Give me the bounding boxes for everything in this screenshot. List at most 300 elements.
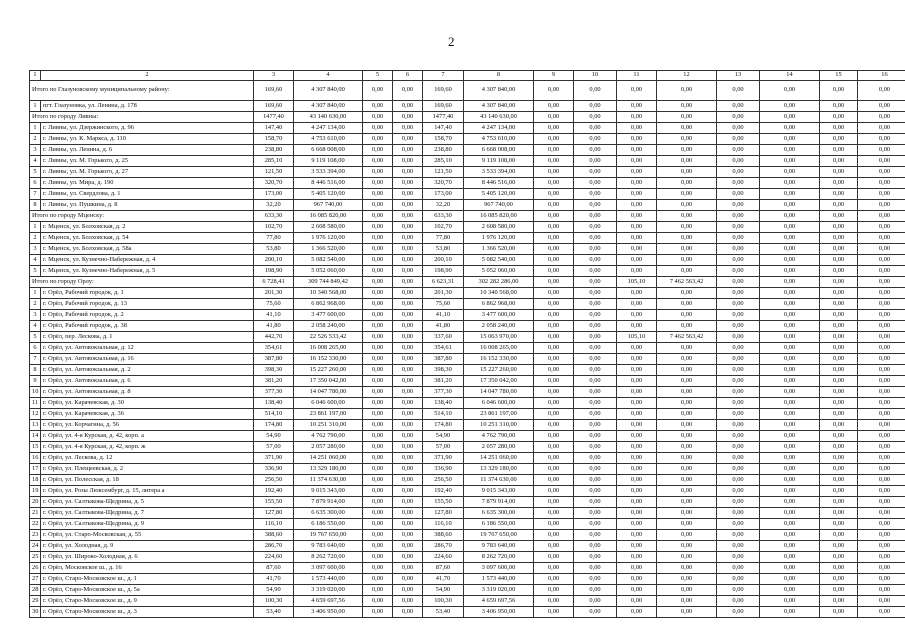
address-cell: г. Ливны, ул. Свердлова, д. 1 xyxy=(41,189,254,200)
value-cell: 0,00 xyxy=(574,574,617,585)
value-cell: 2 608 580,00 xyxy=(294,222,363,233)
value-cell: 3 097 600,00 xyxy=(294,563,363,574)
value-cell: 0,00 xyxy=(858,442,905,453)
address-cell: г. Орёл, Московское ш., д. 16 xyxy=(41,563,254,574)
value-cell: 0,00 xyxy=(717,431,760,442)
value-cell: 0,00 xyxy=(617,156,657,167)
value-cell: 2 057 280,00 xyxy=(294,442,363,453)
value-cell: 0,00 xyxy=(820,387,858,398)
value-cell: 0,00 xyxy=(534,343,574,354)
value-cell: 0,00 xyxy=(393,552,423,563)
value-cell: 0,00 xyxy=(534,178,574,189)
value-cell: 8 446 516,00 xyxy=(294,178,363,189)
value-cell: 0,00 xyxy=(617,585,657,596)
value-cell: 0,00 xyxy=(393,453,423,464)
value-cell: 0,00 xyxy=(858,189,905,200)
value-cell: 0,00 xyxy=(657,508,717,519)
value-cell: 0,00 xyxy=(820,365,858,376)
value-cell: 0,00 xyxy=(534,376,574,387)
value-cell: 1477,40 xyxy=(254,112,294,123)
address-cell: г. Орёл, ул. Автовокзальная, д. 6 xyxy=(41,376,254,387)
table-row xyxy=(30,123,905,134)
value-cell: 4 659 697,56 xyxy=(464,596,534,607)
value-cell: 0,00 xyxy=(858,354,905,365)
value-cell: 0,00 xyxy=(760,310,820,321)
value-cell: 0,00 xyxy=(617,112,657,123)
value-cell: 0,00 xyxy=(574,387,617,398)
value-cell: 0,00 xyxy=(617,244,657,255)
value-cell: 0,00 xyxy=(574,255,617,266)
value-cell: 43 140 630,00 xyxy=(464,112,534,123)
value-cell: 0,00 xyxy=(820,178,858,189)
value-cell: 0,00 xyxy=(617,123,657,134)
value-cell: 0,00 xyxy=(760,178,820,189)
column-number: 5 xyxy=(363,71,393,81)
value-cell: 0,00 xyxy=(858,222,905,233)
value-cell: 0,00 xyxy=(393,189,423,200)
value-cell: 17 350 042,00 xyxy=(294,376,363,387)
value-cell: 10 251 310,00 xyxy=(294,420,363,431)
row-number: 12 xyxy=(30,409,41,420)
value-cell: 0,00 xyxy=(820,134,858,145)
address-cell: г. Орёл, ул. Лескова, д. 12 xyxy=(41,453,254,464)
address-cell: г. Орёл, ул. Холодная, д. 9 xyxy=(41,541,254,552)
value-cell: 0,00 xyxy=(617,607,657,618)
value-cell: 0,00 xyxy=(760,409,820,420)
value-cell: 1 573 440,00 xyxy=(294,574,363,585)
value-cell: 0,00 xyxy=(858,585,905,596)
address-cell: г. Орёл, ул. 4-я Курская, д. 42, корп. ж xyxy=(41,442,254,453)
address-cell: г. Орёл, ул. Карачевская, д. 30 xyxy=(41,398,254,409)
row-number: 8 xyxy=(30,365,41,376)
address-cell: г. Орёл, Старо-Московское ш., д. 5а xyxy=(41,585,254,596)
address-cell: г. Ливны, ул. К. Маркса, д. 110 xyxy=(41,134,254,145)
value-cell: 0,00 xyxy=(760,464,820,475)
value-cell: 442,70 xyxy=(254,332,294,343)
value-cell: 0,00 xyxy=(820,574,858,585)
row-number: 4 xyxy=(30,156,41,167)
value-cell: 0,00 xyxy=(717,332,760,343)
value-cell: 0,00 xyxy=(657,255,717,266)
value-cell: 0,00 xyxy=(717,343,760,354)
value-cell: 0,00 xyxy=(820,376,858,387)
value-cell: 15 063 970,00 xyxy=(464,332,534,343)
value-cell: 0,00 xyxy=(363,255,393,266)
column-number: 10 xyxy=(574,71,617,81)
value-cell: 16 085 820,00 xyxy=(464,211,534,222)
value-cell: 0,00 xyxy=(574,409,617,420)
value-cell: 0,00 xyxy=(657,167,717,178)
address-cell: г. Орёл, ул. Автовокзальная, д. 8 xyxy=(41,387,254,398)
value-cell: 0,00 xyxy=(820,277,858,288)
value-cell: 0,00 xyxy=(657,145,717,156)
value-cell: 0,00 xyxy=(760,255,820,266)
table-row xyxy=(30,442,905,453)
value-cell: 0,00 xyxy=(717,178,760,189)
address-cell: г. Орёл, ул. Корчагина, д. 56 xyxy=(41,420,254,431)
value-cell: 0,00 xyxy=(820,112,858,123)
value-cell: 0,00 xyxy=(717,376,760,387)
value-cell: 0,00 xyxy=(657,563,717,574)
value-cell: 169,60 xyxy=(254,81,294,101)
value-cell: 0,00 xyxy=(363,453,393,464)
table-row xyxy=(30,541,905,552)
column-number: 1 xyxy=(30,71,41,81)
value-cell: 9 783 640,00 xyxy=(294,541,363,552)
value-cell: 4 307 840,00 xyxy=(294,81,363,101)
value-cell: 16 152 330,00 xyxy=(294,354,363,365)
value-cell: 0,00 xyxy=(393,222,423,233)
value-cell: 0,00 xyxy=(760,387,820,398)
value-cell: 0,00 xyxy=(617,299,657,310)
address-cell: г. Орёл, ул. Салтыкова-Щедрина, д. 9 xyxy=(41,519,254,530)
value-cell: 0,00 xyxy=(760,607,820,618)
address-cell: г. Орёл, ул. Полесская, д. 18 xyxy=(41,475,254,486)
value-cell: 155,50 xyxy=(423,497,464,508)
value-cell: 0,00 xyxy=(534,398,574,409)
value-cell: 0,00 xyxy=(363,530,393,541)
value-cell: 0,00 xyxy=(858,112,905,123)
row-number: 1 xyxy=(30,101,41,112)
value-cell: 87,60 xyxy=(423,563,464,574)
value-cell: 0,00 xyxy=(858,574,905,585)
value-cell: 0,00 xyxy=(717,607,760,618)
value-cell: 0,00 xyxy=(820,354,858,365)
value-cell: 0,00 xyxy=(657,222,717,233)
value-cell: 0,00 xyxy=(363,464,393,475)
value-cell: 0,00 xyxy=(760,563,820,574)
value-cell: 0,00 xyxy=(534,332,574,343)
value-cell: 0,00 xyxy=(760,365,820,376)
value-cell: 0,00 xyxy=(760,101,820,112)
value-cell: 0,00 xyxy=(363,596,393,607)
table-row xyxy=(30,376,905,387)
value-cell: 0,00 xyxy=(820,585,858,596)
value-cell: 4 762 790,00 xyxy=(294,431,363,442)
value-cell: 0,00 xyxy=(617,365,657,376)
value-cell: 0,00 xyxy=(393,607,423,618)
value-cell: 967 740,00 xyxy=(294,200,363,211)
value-cell: 0,00 xyxy=(393,123,423,134)
value-cell: 0,00 xyxy=(363,475,393,486)
value-cell: 0,00 xyxy=(363,266,393,277)
value-cell: 0,00 xyxy=(820,475,858,486)
value-cell: 0,00 xyxy=(534,519,574,530)
value-cell: 0,00 xyxy=(657,101,717,112)
row-number: 4 xyxy=(30,321,41,332)
value-cell: 0,00 xyxy=(574,81,617,101)
value-cell: 377,30 xyxy=(423,387,464,398)
value-cell: 0,00 xyxy=(760,332,820,343)
value-cell: 0,00 xyxy=(574,244,617,255)
value-cell: 169,60 xyxy=(254,101,294,112)
value-cell: 0,00 xyxy=(363,178,393,189)
value-cell: 398,30 xyxy=(254,365,294,376)
value-cell: 0,00 xyxy=(657,211,717,222)
value-cell: 0,00 xyxy=(858,266,905,277)
value-cell: 54,90 xyxy=(423,431,464,442)
value-cell: 0,00 xyxy=(534,189,574,200)
value-cell: 0,00 xyxy=(657,189,717,200)
page-number: 2 xyxy=(448,34,455,49)
value-cell: 0,00 xyxy=(617,266,657,277)
value-cell: 41,10 xyxy=(423,310,464,321)
value-cell: 0,00 xyxy=(534,541,574,552)
value-cell: 0,00 xyxy=(617,508,657,519)
value-cell: 6 668 008,00 xyxy=(464,145,534,156)
address-cell: г. Орёл, ул. Карачевская, д. 36 xyxy=(41,409,254,420)
value-cell: 147,40 xyxy=(423,123,464,134)
value-cell: 0,00 xyxy=(657,321,717,332)
value-cell: 3 097 600,00 xyxy=(464,563,534,574)
value-cell: 0,00 xyxy=(820,398,858,409)
value-cell: 0,00 xyxy=(534,101,574,112)
value-cell: 0,00 xyxy=(574,178,617,189)
row-number: 1 xyxy=(30,222,41,233)
value-cell: 0,00 xyxy=(657,354,717,365)
row-number: 1 xyxy=(30,123,41,134)
value-cell: 0,00 xyxy=(858,167,905,178)
address-cell: г. Орёл, ул. Салтыкова-Щедрина, д. 7 xyxy=(41,508,254,519)
value-cell: 32,20 xyxy=(254,200,294,211)
value-cell: 77,80 xyxy=(254,233,294,244)
value-cell: 0,00 xyxy=(820,288,858,299)
row-number: 22 xyxy=(30,519,41,530)
value-cell: 6 668 008,00 xyxy=(294,145,363,156)
value-cell: 0,00 xyxy=(617,376,657,387)
address-cell: г. Орёл, пер. Лескова, д. 1 xyxy=(41,332,254,343)
value-cell: 0,00 xyxy=(363,189,393,200)
row-number: 6 xyxy=(30,343,41,354)
value-cell: 0,00 xyxy=(393,211,423,222)
value-cell: 0,00 xyxy=(717,409,760,420)
address-cell: г. Ливны, ул. Мира, д. 190 xyxy=(41,178,254,189)
value-cell: 0,00 xyxy=(858,211,905,222)
row-number: 21 xyxy=(30,508,41,519)
value-cell: 0,00 xyxy=(363,519,393,530)
value-cell: 0,00 xyxy=(717,101,760,112)
register-table xyxy=(29,70,905,618)
value-cell: 0,00 xyxy=(820,607,858,618)
value-cell: 0,00 xyxy=(657,288,717,299)
value-cell: 6 046 600,00 xyxy=(294,398,363,409)
value-cell: 0,00 xyxy=(760,574,820,585)
value-cell: 0,00 xyxy=(363,310,393,321)
table-row xyxy=(30,178,905,189)
value-cell: 0,00 xyxy=(393,574,423,585)
value-cell: 138,40 xyxy=(423,398,464,409)
column-number: 4 xyxy=(294,71,363,81)
value-cell: 0,00 xyxy=(393,442,423,453)
value-cell: 0,00 xyxy=(760,519,820,530)
address-cell: г. Ливны, ул. М. Горького, д. 27 xyxy=(41,167,254,178)
value-cell: 6 862 968,00 xyxy=(294,299,363,310)
value-cell: 8 262 720,00 xyxy=(294,552,363,563)
value-cell: 0,00 xyxy=(574,145,617,156)
table-row xyxy=(30,409,905,420)
value-cell: 116,10 xyxy=(254,519,294,530)
value-cell: 0,00 xyxy=(657,596,717,607)
value-cell: 0,00 xyxy=(760,343,820,354)
value-cell: 0,00 xyxy=(534,475,574,486)
value-cell: 0,00 xyxy=(574,112,617,123)
value-cell: 0,00 xyxy=(717,211,760,222)
table-row xyxy=(30,552,905,563)
value-cell: 0,00 xyxy=(534,167,574,178)
table-row xyxy=(30,420,905,431)
value-cell: 0,00 xyxy=(760,398,820,409)
value-cell: 0,00 xyxy=(717,167,760,178)
table-row xyxy=(30,563,905,574)
row-number: 6 xyxy=(30,178,41,189)
value-cell: 0,00 xyxy=(393,310,423,321)
value-cell: 0,00 xyxy=(393,277,423,288)
value-cell: 0,00 xyxy=(657,519,717,530)
value-cell: 0,00 xyxy=(760,376,820,387)
value-cell: 0,00 xyxy=(617,222,657,233)
value-cell: 0,00 xyxy=(820,541,858,552)
value-cell: 286,70 xyxy=(254,541,294,552)
value-cell: 0,00 xyxy=(858,376,905,387)
value-cell: 0,00 xyxy=(858,596,905,607)
value-cell: 0,00 xyxy=(617,530,657,541)
value-cell: 0,00 xyxy=(363,574,393,585)
value-cell: 6 186 550,00 xyxy=(464,519,534,530)
value-cell: 100,30 xyxy=(254,596,294,607)
value-cell: 4 307 840,00 xyxy=(464,81,534,101)
subtotal-label: Итого по городу Ливны: xyxy=(30,112,254,123)
value-cell: 0,00 xyxy=(393,365,423,376)
value-cell: 0,00 xyxy=(617,354,657,365)
value-cell: 0,00 xyxy=(363,299,393,310)
value-cell: 0,00 xyxy=(657,431,717,442)
value-cell: 0,00 xyxy=(657,475,717,486)
value-cell: 6 186 550,00 xyxy=(294,519,363,530)
value-cell: 0,00 xyxy=(858,299,905,310)
value-cell: 0,00 xyxy=(717,508,760,519)
value-cell: 14 251 060,00 xyxy=(294,453,363,464)
value-cell: 0,00 xyxy=(617,321,657,332)
value-cell: 5 052 060,00 xyxy=(294,266,363,277)
value-cell: 0,00 xyxy=(657,585,717,596)
value-cell: 0,00 xyxy=(657,244,717,255)
value-cell: 77,80 xyxy=(423,233,464,244)
value-cell: 0,00 xyxy=(717,442,760,453)
value-cell: 5 082 540,00 xyxy=(294,255,363,266)
table-row xyxy=(30,475,905,486)
row-number: 2 xyxy=(30,299,41,310)
value-cell: 0,00 xyxy=(657,607,717,618)
value-cell: 0,00 xyxy=(574,420,617,431)
address-cell: г. Орёл, Рабочий городок, д. 1 xyxy=(41,288,254,299)
value-cell: 0,00 xyxy=(657,233,717,244)
value-cell: 0,00 xyxy=(717,398,760,409)
address-cell: г. Орёл, ул. Автовокзальная, д. 2 xyxy=(41,365,254,376)
value-cell: 0,00 xyxy=(574,497,617,508)
value-cell: 0,00 xyxy=(393,464,423,475)
value-cell: 0,00 xyxy=(717,134,760,145)
value-cell: 10 251 310,00 xyxy=(464,420,534,431)
table-row xyxy=(30,431,905,442)
value-cell: 337,60 xyxy=(423,332,464,343)
value-cell: 0,00 xyxy=(393,244,423,255)
value-cell: 0,00 xyxy=(363,167,393,178)
value-cell: 0,00 xyxy=(534,497,574,508)
value-cell: 0,00 xyxy=(574,431,617,442)
value-cell: 0,00 xyxy=(534,442,574,453)
value-cell: 0,00 xyxy=(534,266,574,277)
value-cell: 0,00 xyxy=(393,145,423,156)
row-number: 2 xyxy=(30,233,41,244)
value-cell: 0,00 xyxy=(574,376,617,387)
value-cell: 354,61 xyxy=(423,343,464,354)
value-cell: 0,00 xyxy=(858,464,905,475)
row-number: 20 xyxy=(30,497,41,508)
value-cell: 0,00 xyxy=(534,365,574,376)
value-cell: 54,90 xyxy=(254,585,294,596)
value-cell: 0,00 xyxy=(717,156,760,167)
value-cell: 11 374 630,00 xyxy=(464,475,534,486)
value-cell: 0,00 xyxy=(820,497,858,508)
value-cell: 0,00 xyxy=(820,244,858,255)
value-cell: 0,00 xyxy=(820,167,858,178)
value-cell: 0,00 xyxy=(534,288,574,299)
value-cell: 0,00 xyxy=(657,530,717,541)
value-cell: 0,00 xyxy=(574,222,617,233)
value-cell: 57,00 xyxy=(254,442,294,453)
value-cell: 0,00 xyxy=(534,508,574,519)
value-cell: 0,00 xyxy=(534,145,574,156)
value-cell: 0,00 xyxy=(820,464,858,475)
value-cell: 0,00 xyxy=(657,409,717,420)
row-number: 11 xyxy=(30,398,41,409)
value-cell: 0,00 xyxy=(717,530,760,541)
value-cell: 0,00 xyxy=(534,387,574,398)
value-cell: 0,00 xyxy=(760,244,820,255)
value-cell: 224,60 xyxy=(254,552,294,563)
value-cell: 0,00 xyxy=(363,376,393,387)
value-cell: 173,00 xyxy=(423,189,464,200)
value-cell: 0,00 xyxy=(858,453,905,464)
value-cell: 0,00 xyxy=(393,497,423,508)
value-cell: 0,00 xyxy=(574,167,617,178)
value-cell: 0,00 xyxy=(820,255,858,266)
value-cell: 0,00 xyxy=(534,233,574,244)
value-cell: 336,90 xyxy=(423,464,464,475)
value-cell: 0,00 xyxy=(760,112,820,123)
value-cell: 4 762 790,00 xyxy=(464,431,534,442)
value-cell: 0,00 xyxy=(363,277,393,288)
value-cell: 0,00 xyxy=(858,255,905,266)
value-cell: 0,00 xyxy=(717,277,760,288)
value-cell: 967 740,00 xyxy=(464,200,534,211)
value-cell: 41,70 xyxy=(254,574,294,585)
row-number: 7 xyxy=(30,189,41,200)
value-cell: 16 152 330,00 xyxy=(464,354,534,365)
value-cell: 0,00 xyxy=(760,486,820,497)
column-number: 11 xyxy=(617,71,657,81)
value-cell: 10 340 568,00 xyxy=(294,288,363,299)
table-row xyxy=(30,387,905,398)
column-number: 14 xyxy=(760,71,820,81)
value-cell: 0,00 xyxy=(534,112,574,123)
value-cell: 0,00 xyxy=(363,354,393,365)
row-number: 26 xyxy=(30,563,41,574)
value-cell: 0,00 xyxy=(858,81,905,101)
value-cell: 381,20 xyxy=(254,376,294,387)
value-cell: 0,00 xyxy=(534,530,574,541)
value-cell: 286,70 xyxy=(423,541,464,552)
